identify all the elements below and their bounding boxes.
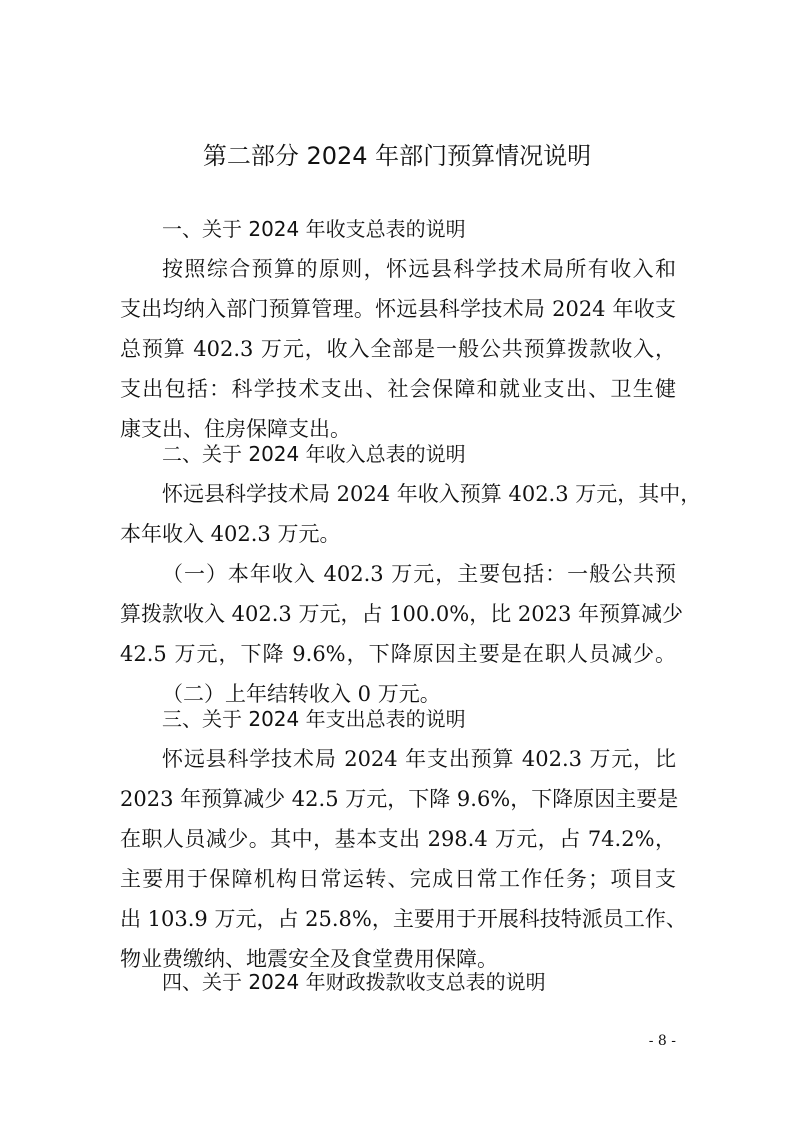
- section-heading-3: 三、关于 2024 年支出总表的说明: [162, 707, 466, 731]
- paragraph-line: 按照综合预算的原则，怀远县科学技术局所有收入和: [162, 257, 676, 281]
- paragraph-line: 怀远县科学技术局 2024 年收入预算 402.3 万元，其中，: [162, 482, 702, 506]
- paragraph-line: 主要用于保障机构日常运转、完成日常工作任务；项目支: [120, 867, 676, 891]
- paragraph-line: 出 103.9 万元，占 25.8%，主要用于开展科技特派员工作、: [120, 907, 687, 931]
- section-heading-4: 四、关于 2024 年财政拨款收支总表的说明: [162, 970, 546, 994]
- page-number: - 8 -: [648, 1033, 676, 1049]
- paragraph-line: 42.5 万元，下降 9.6%，下降原因主要是在职人员减少。: [120, 642, 676, 666]
- paragraph-line: 康支出、住房保障支出。: [120, 417, 351, 441]
- paragraph-line: 总预算 402.3 万元，收入全部是一般公共预算拨款收入，: [120, 337, 676, 361]
- paragraph-line: 2023 年预算减少 42.5 万元，下降 9.6%，下降原因主要是: [120, 787, 679, 811]
- paragraph-line: （二）上年结转收入 0 万元。: [162, 682, 441, 706]
- section-heading-2: 二、关于 2024 年收入总表的说明: [162, 442, 466, 466]
- paragraph-line: 在职人员减少。其中，基本支出 298.4 万元，占 74.2%，: [120, 827, 676, 851]
- page-title: 第二部分 2024 年部门预算情况说明: [202, 142, 592, 170]
- paragraph-line: 本年收入 402.3 万元。: [120, 522, 341, 546]
- paragraph-line: （一）本年收入 402.3 万元，主要包括：一般公共预: [162, 562, 676, 586]
- paragraph-line: 支出包括：科学技术支出、社会保障和就业支出、卫生健: [120, 377, 676, 401]
- paragraph-line: 物业费缴纳、地震安全及食堂费用保障。: [120, 947, 498, 971]
- paragraph-line: 怀远县科学技术局 2024 年支出预算 402.3 万元，比: [162, 747, 676, 771]
- section-heading-1: 一、关于 2024 年收支总表的说明: [162, 217, 466, 241]
- paragraph-line: 支出均纳入部门预算管理。怀远县科学技术局 2024 年收支: [120, 297, 676, 321]
- paragraph-line: 算拨款收入 402.3 万元，占 100.0%，比 2023 年预算减少: [120, 602, 684, 626]
